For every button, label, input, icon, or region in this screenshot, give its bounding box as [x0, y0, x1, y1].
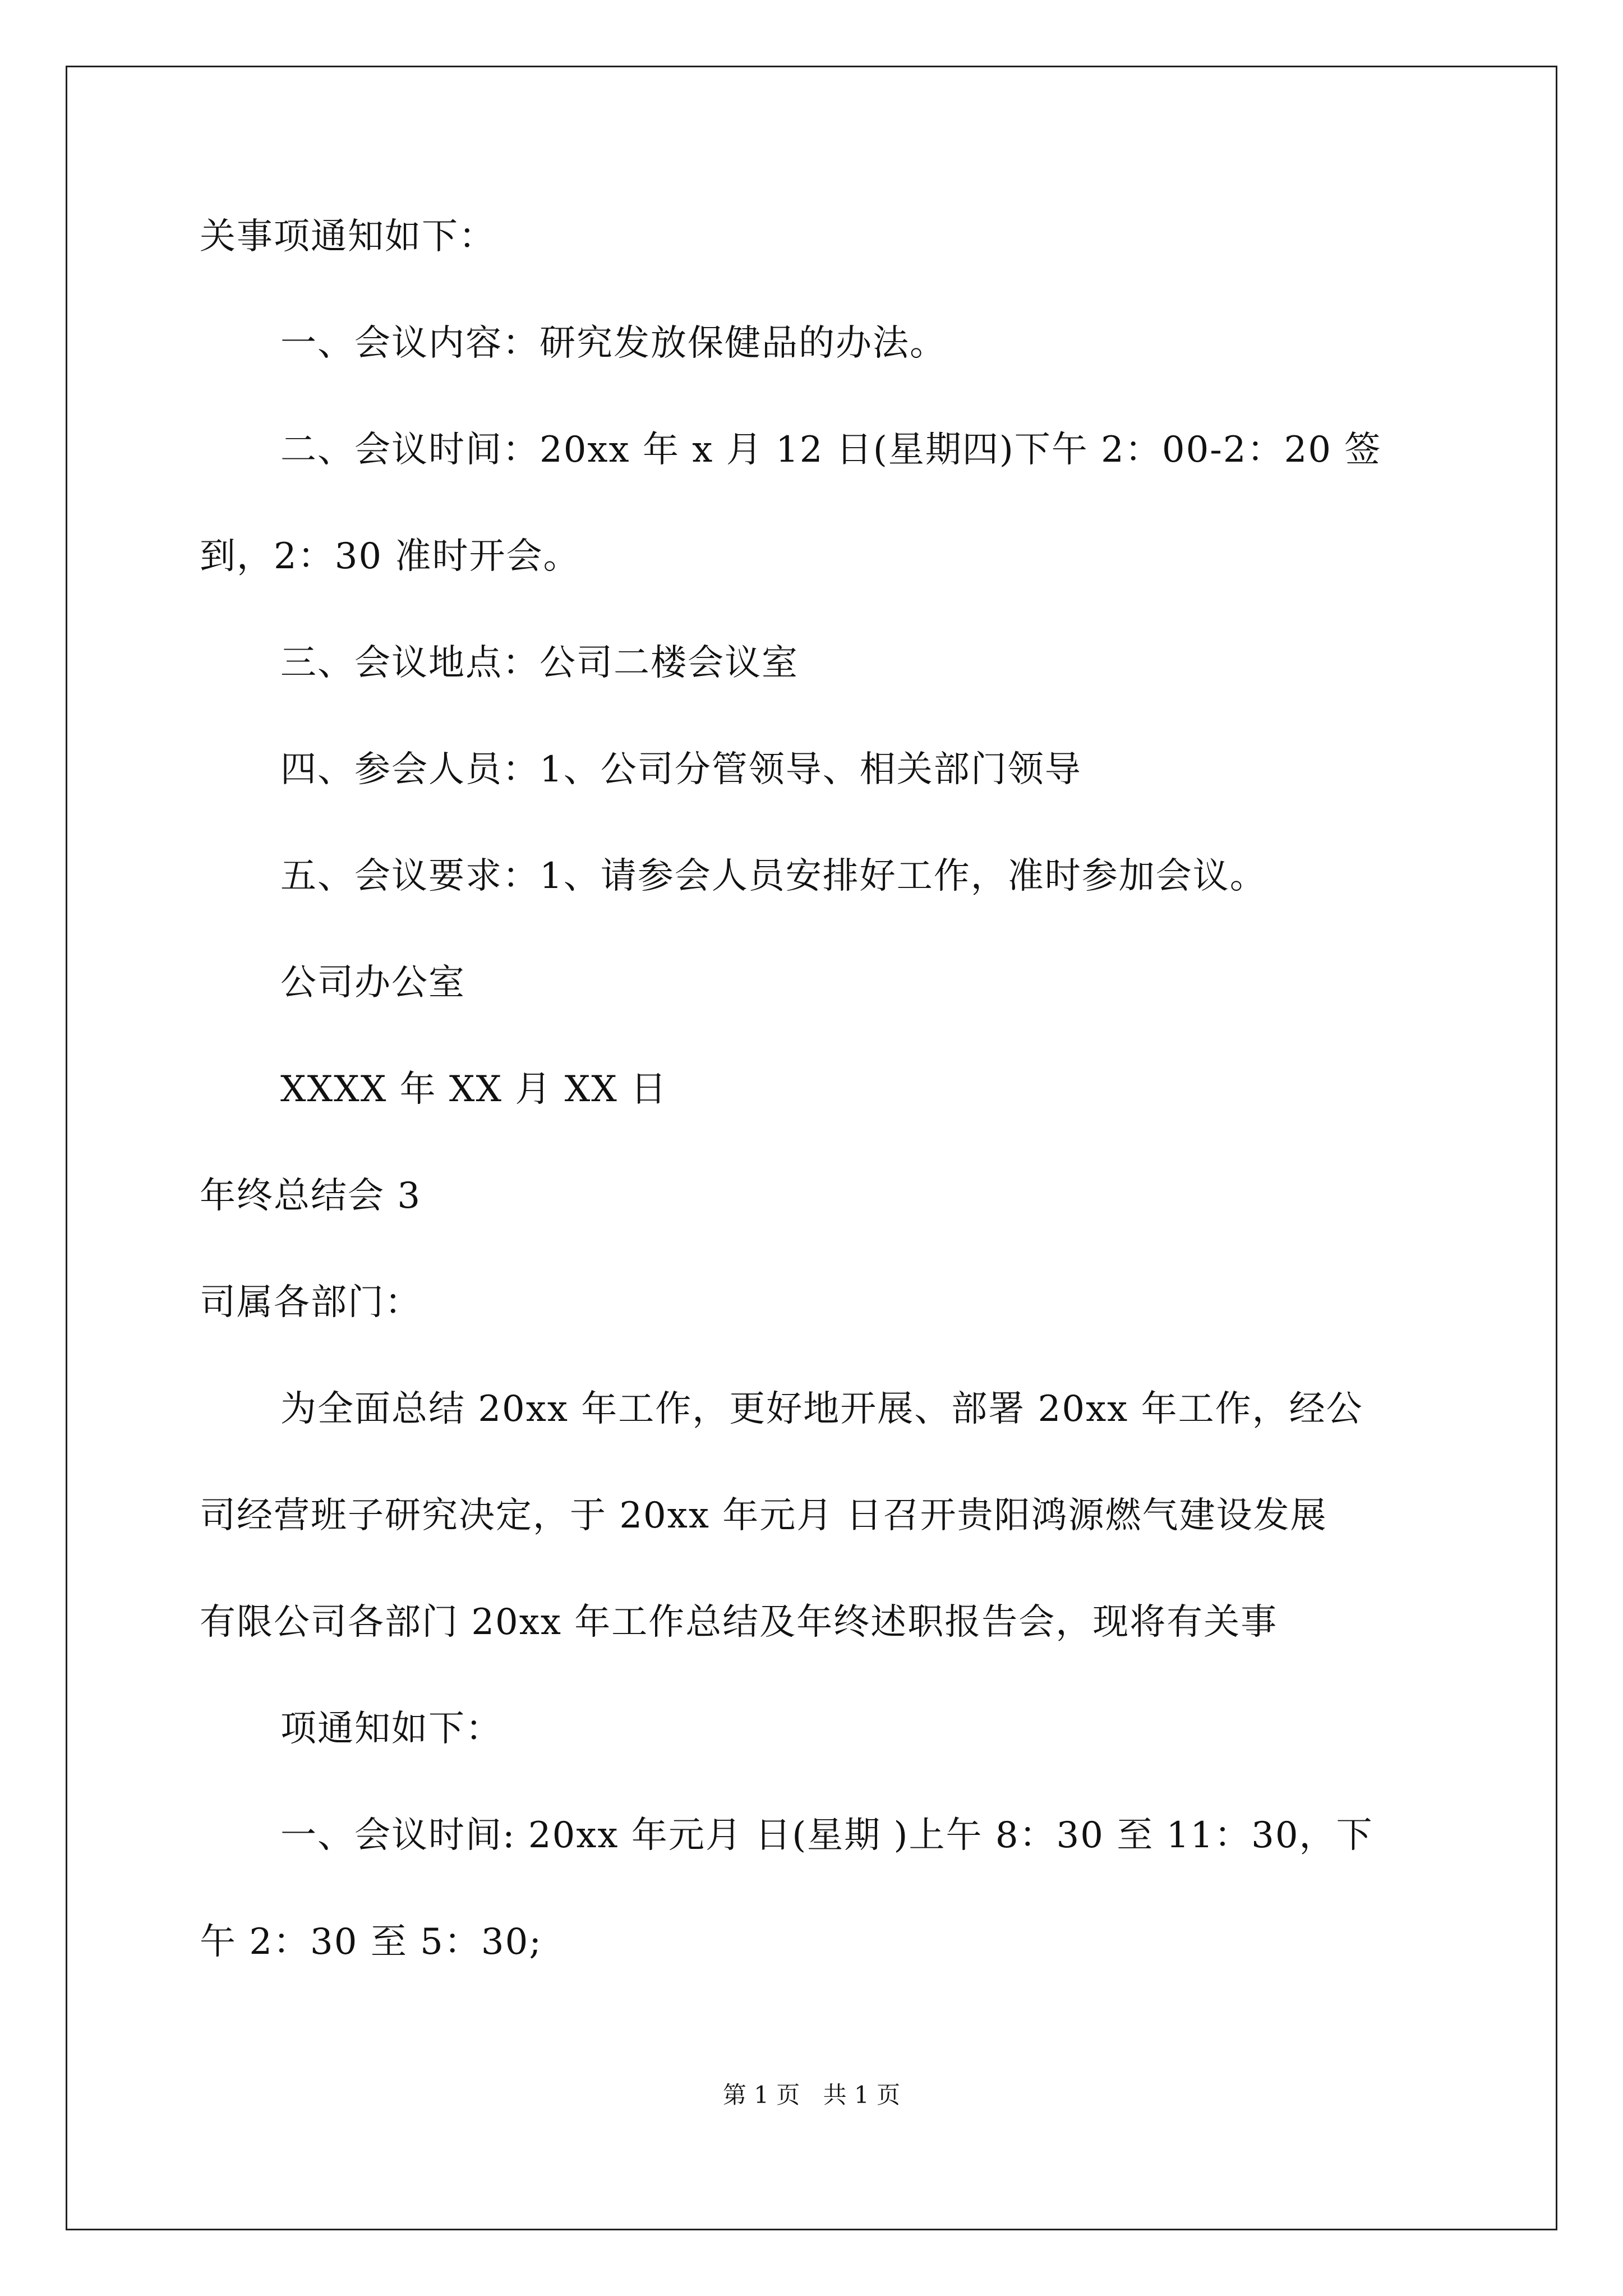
text-line-3: 二、会议时间：20xx 年 x 月 12 日(星期四)下午 2：00-2：20 签 [280, 429, 1382, 471]
page-border [66, 66, 1557, 2230]
section-title: 年终总结会 3 [200, 1175, 422, 1217]
text-line-2: 一、会议内容：研究发放保健品的办法。 [280, 323, 947, 364]
salutation: 司属各部门： [200, 1282, 422, 1323]
page-number-total: 共 1 页 [823, 2081, 901, 2109]
text-line-13: 司经营班子研究决定，于 20xx 年元月 日召开贵阳鸿源燃气建设发展 [200, 1495, 1327, 1536]
text-line-4: 到，2：30 准时开会。 [200, 536, 580, 577]
text-line-17: 午 2：30 至 5：30; [200, 1921, 542, 1963]
text-line-6: 四、参会人员：1、公司分管领导、相关部门领导 [280, 749, 1082, 790]
text-line-16: 一、会议时间: 20xx 年元月 日(星期 )上午 8：30 至 11：30，下 [280, 1815, 1373, 1856]
signature-date: XXXX 年 XX 月 XX 日 [280, 1069, 668, 1110]
text-line-15: 项通知如下： [280, 1708, 502, 1750]
text-line-1: 关事项通知如下： [200, 216, 496, 257]
text-line-12: 为全面总结 20xx 年工作，更好地开展、部署 20xx 年工作，经公 [280, 1388, 1363, 1430]
text-line-7: 五、会议要求：1、请参会人员安排好工作，准时参加会议。 [280, 855, 1267, 897]
text-line-5: 三、会议地点：公司二楼会议室 [280, 642, 799, 684]
text-line-14: 有限公司各部门 20xx 年工作总结及年终述职报告会，现将有关事 [200, 1602, 1278, 1643]
page-footer [0, 2078, 1623, 2112]
signature-department: 公司办公室 [280, 962, 465, 1004]
page-number-current: 第 1 页 [722, 2081, 800, 2109]
